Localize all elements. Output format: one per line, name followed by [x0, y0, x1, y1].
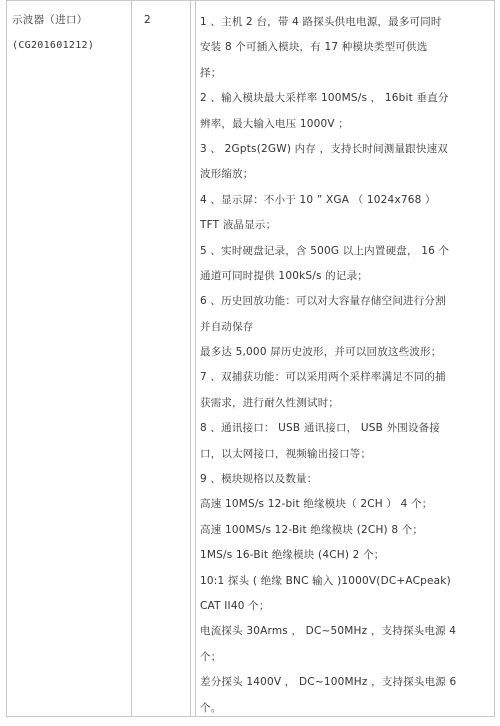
spec-line: 个。	[200, 701, 222, 714]
spec-line: 获需求，进行耐久性测试时；	[200, 396, 340, 409]
spec-line: 电流探头 30Arms ， DC~50MHz ，支持探头电源 4	[200, 625, 457, 638]
spec-line: 择；	[200, 66, 222, 79]
column-border-right	[494, 0, 495, 717]
spec-line: 3 、 2Gpts(2GW) 内存 ，支持长时间测量跟快速双	[200, 142, 448, 155]
spec-line: 辨率，最大输入电压 1000V ；	[200, 117, 349, 130]
spec-line: CAT II40 个；	[200, 599, 270, 612]
item-name: 示波器（进口）	[12, 14, 88, 26]
item-specifications	[200, 10, 492, 721]
spec-line: 1 、主机 2 台，带 4 路探头供电电源，最多可同时	[200, 16, 442, 28]
spec-line: 通道可同时提供 100kS/s 的记录；	[200, 269, 368, 282]
spec-line: 安装 8 个可插入模块，有 17 种模块类型可供选	[200, 41, 428, 54]
spec-line: 2 、输入模块最大采样率 100MS/s ， 16bit 垂直分	[200, 92, 449, 105]
spec-line: 4 、显示屏：不小于 10 ” XGA （ 1024x768 ）	[200, 193, 436, 206]
column-border-spec-inner	[195, 0, 196, 717]
spec-line: 7 、双捕获功能：可以采用两个采样率满足不同的捕	[200, 371, 446, 384]
spec-line: 高速 10MS/s 12-bit 绝缘模块（ 2CH ） 4 个；	[200, 498, 433, 511]
spec-line: 差分探头 1400V ， DC~100MHz ，支持探头电源 6	[200, 676, 457, 689]
spec-line: 最多达 5,000 屏历史波形，并可以回放这些波形；	[200, 346, 442, 359]
spec-line: 口，以太网接口，视频输出接口等；	[200, 447, 372, 460]
spec-line: 波形缩放；	[200, 168, 254, 181]
column-border-qty-spec	[190, 0, 191, 717]
item-quantity: 2	[144, 14, 151, 26]
spec-line: 个；	[200, 650, 222, 663]
column-border-name-qty	[131, 0, 132, 717]
item-code: (CG201601212)	[12, 40, 95, 51]
spec-line: 8 、通讯接口： USB 通讯接口， USB 外围设备接	[200, 422, 441, 435]
spec-line: 6 、历史回放功能：可以对大容量存储空间进行分割	[200, 295, 446, 308]
column-border-left	[6, 0, 7, 717]
spec-line: 10:1 探头 ( 绝缘 BNC 输入 )1000V(DC+ACpeak)	[200, 574, 451, 587]
spec-line: TFT 液晶显示；	[200, 219, 277, 232]
table-top-border	[6, 0, 495, 1]
spec-line: 高速 100MS/s 12-Bit 绝缘模块 (2CH) 8 个；	[200, 523, 424, 536]
spec-line: 并自动保存	[200, 320, 254, 333]
spec-line: 1MS/s 16-Bit 绝缘模块 (4CH) 2 个；	[200, 549, 385, 562]
spec-line: 5 、实时硬盘记录，含 500G 以上内置硬盘， 16 个	[200, 244, 450, 257]
spec-line: 9 、模块规格以及数量：	[200, 473, 318, 486]
